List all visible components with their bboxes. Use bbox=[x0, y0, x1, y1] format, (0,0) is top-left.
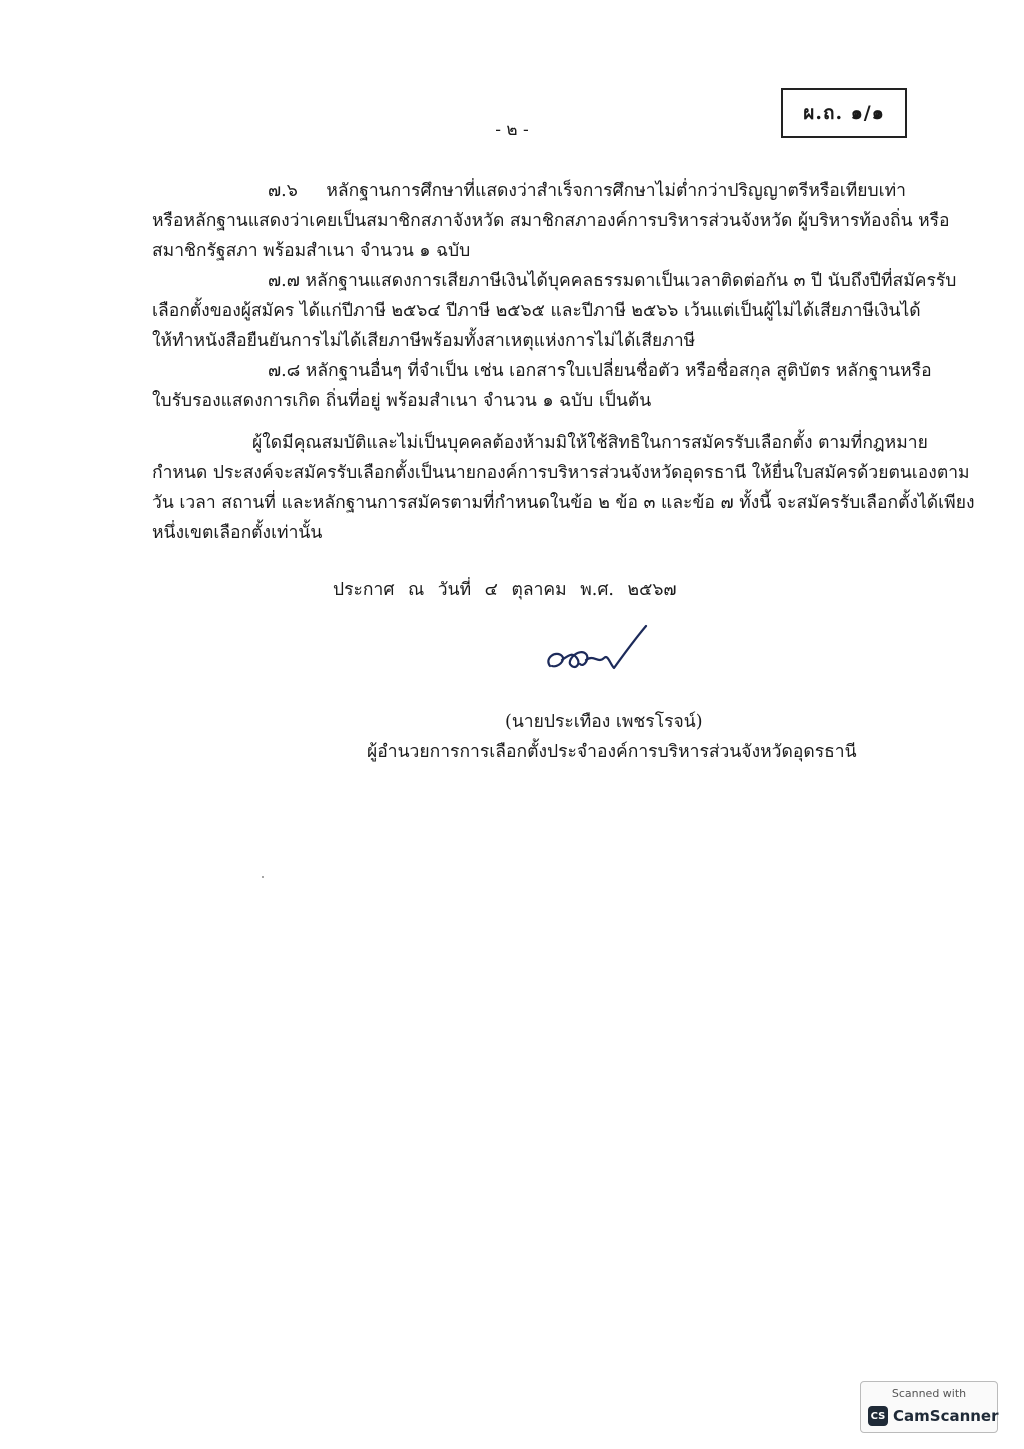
signer-title: ผู้อำนวยการการเลือกตั้งประจำองค์การบริหารส่วนจังหวัดอุดรธานี bbox=[367, 742, 857, 762]
body-line-6: ให้ทำหนังสือยืนยันการไม่ได้เสียภาษีพร้อมทั้งสาเหตุแห่งการไม่ได้เสียภาษี bbox=[152, 331, 696, 351]
camscanner-watermark bbox=[860, 1381, 998, 1433]
body-line-11: วัน เวลา สถานที่ และหลักฐานการสมัครตามที่กำหนดในข้อ ๒ ข้อ ๓ และข้อ ๗ ทั้งนี้ จะสมัครรับเลือกตั้งได้เพียง bbox=[152, 493, 975, 513]
form-code: ผ.ถ. ๑/๑ bbox=[803, 102, 885, 124]
camscanner-name: CamScanner bbox=[893, 1407, 999, 1425]
body-line-10: กำหนด ประสงค์จะสมัครรับเลือกตั้งเป็นนายกองค์การบริหารส่วนจังหวัดอุดรธานี ให้ยื่นใบสมัครด้วยตนเองตาม bbox=[152, 463, 970, 483]
body-line-7: ๗.๘ หลักฐานอื่นๆ ที่จำเป็น เช่น เอกสารใบเปลี่ยนชื่อตัว หรือชื่อสกุล สูติบัตร หลักฐานหรือ bbox=[268, 361, 932, 381]
body-line-12: หนึ่งเขตเลือกตั้งเท่านั้น bbox=[152, 523, 323, 543]
body-line-3: สมาชิกรัฐสภา พร้อมสำเนา จำนวน ๑ ฉบับ bbox=[152, 241, 471, 261]
camscanner-logo-icon: CS bbox=[868, 1406, 888, 1426]
scanned-with-label: Scanned with bbox=[891, 1387, 967, 1400]
body-line-9: ผู้ใดมีคุณสมบัติและไม่เป็นบุคคลต้องห้ามมิให้ใช้สิทธิในการสมัครรับเลือกตั้ง ตามที่กฎหมาย bbox=[252, 433, 928, 453]
body-line-4: ๗.๗ หลักฐานแสดงการเสียภาษีเงินได้บุคคลธรรมดาเป็นเวลาติดต่อกัน ๓ ปี นับถึงปีที่สมัครรับ bbox=[268, 271, 957, 291]
body-line-1: ๗.๖ หลักฐานการศึกษาที่แสดงว่าสำเร็จการศึกษาไม่ต่ำกว่าปริญญาตรีหรือเทียบเท่า bbox=[268, 181, 906, 201]
body-line-5: เลือกตั้งของผู้สมัคร ได้แก่ปีภาษี ๒๕๖๔ ปีภาษี ๒๕๖๕ และปีภาษี ๒๕๖๖ เว้นแต่เป็นผู้ไม่ได้เสียภาษีเงินได้ bbox=[152, 301, 921, 321]
body-line-8: ใบรับรองแสดงการเกิด ถิ่นที่อยู่ พร้อมสำเนา จำนวน ๑ ฉบับ เป็นต้น bbox=[152, 391, 652, 411]
signer-name: (นายประเทือง เพชรโรจน์) bbox=[505, 712, 703, 732]
page-number: - ๒ - bbox=[495, 120, 529, 140]
body-line-2: หรือหลักฐานแสดงว่าเคยเป็นสมาชิกสภาจังหวัด สมาชิกสภาองค์การบริหารส่วนจังหวัด ผู้บริหารท้องถิ่น หรือ bbox=[152, 211, 950, 231]
scan-speck bbox=[262, 876, 264, 878]
announcement-date: ประกาศ ณ วันที่ ๔ ตุลาคม พ.ศ. ๒๕๖๗ bbox=[333, 580, 677, 600]
signature-image bbox=[540, 624, 652, 684]
